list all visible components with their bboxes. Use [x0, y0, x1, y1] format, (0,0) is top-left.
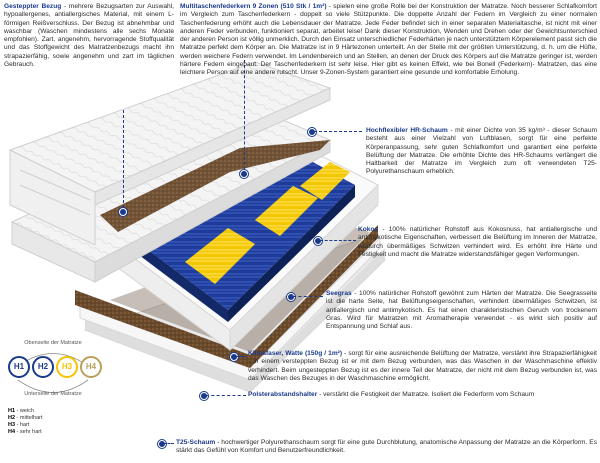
kokos-description: Kokos - 100% natürlicher Rohstoff aus Kokosnuss, hat antiallergische und antimykotische Eigenschaften, verbessert die Belüftung im Inneren der Matratze, wodurch übermäßiges Schwitzen verhindert wird. Es erhöht ihre Härte und Festigkeit und macht die Matratze widerstandsfähiger gegen Verformungen. — [358, 226, 597, 258]
t25-description: T25-Schaum - hochwertiger Polyurethanschaum sorgt für eine gute Durchblutung, anatomische Anpassung der Matratze an die Körperform. Es stärkt das Gefühl von Komfort und Benutzerfreundlichkeit. — [176, 439, 597, 455]
t25-marker — [158, 440, 166, 448]
seegras-title: Seegras — [326, 290, 352, 297]
bezug-description: Gesteppter Bezug - mehrere Bezugsarten zur Auswahl, hypoallergenes, antiallergisches Material, mit einem L-förmigen Reißverschluss. Der Bezug ist abnehmbar und waschbar (Waschen mindestens alle sechs Monate empfohlen). Zart, angenehm, hervorragende Stoffqualität und das Stoffgewicht des Matratzenbezugs macht ihn strapazierfähig, sowie angenehm und zart im täglichen Gebrauch. — [4, 3, 174, 69]
legend-h3: H3 - hart — [8, 422, 30, 428]
hardness-legend — [8, 408, 43, 436]
kokos-title: Kokos — [358, 226, 379, 233]
top-side-caption: Obenseite der Matratze — [24, 340, 82, 346]
seegras-marker — [287, 293, 295, 301]
federn-marker — [240, 170, 248, 178]
bezug-leader — [123, 110, 124, 208]
federn-title: Multitaschenfederkern 9 Zonen (510 Stk / 1m²) — [180, 3, 327, 10]
hardness-h2: H2 — [32, 356, 54, 378]
hr-marker — [308, 128, 316, 136]
legend-h1: H1 - weich — [8, 408, 34, 414]
klima-title: Klimafaser, Watte (150g / 1m²) — [248, 350, 343, 357]
bezug-title: Gesteppter Bezug — [4, 3, 62, 10]
legend-h4: H4 - sehr hart — [8, 429, 42, 435]
hr-leader — [314, 131, 362, 132]
kokos-marker — [314, 237, 322, 245]
klima-marker — [230, 353, 238, 361]
polster-description: Polsterabstandshalter - verstärkt die Festigkeit der Matratze. Isoliert die Federform vom Schaum — [248, 391, 535, 398]
polster-title: Polsterabstandshalter — [248, 391, 318, 398]
hardness-h3: H3 — [56, 356, 78, 378]
hardness-h1: H1 — [8, 356, 30, 378]
federn-description: Multitaschenfederkern 9 Zonen (510 Stk / 1m²) - spielen eine große Rolle bei der Konstruktion der Matratze. Noch besserer Schlafkomfort im Vergleich zum Taschenfederkern - doppelt so viele Stützpunkte. Die doppelte Anzahl der Federn im Vergleich zu einer normalen Taschenfederung erhöht auch die Lebensdauer der Matratze. Jede Feder befindet sich in einer separaten Materialtasche, ist nicht mit einer anderen Feder verbunden, funktioniert separat, arbeitet leise! Dank dieser Konstruktion, Wenden und Drehen oder der Gewichtsunterschied der anderen Person ist völlig unmerklich. Durch den Einsatz unterschiedlicher Federhärten je nach unterstütztem Körperelement passt sich die Matratze perfekt dem Körper an. Die Matratze ist in 9 Härtezonen unterteilt. An der Stelle mit der größten Unterstützung, d. h. um die Hüfte, werden weichere Federn verwendet. Im Lendenbereich und an Stellen, an denen der Druck des Körpers auf die Matratze geringer ist, werden härtere Federn eingebaut. Der Taschenfederkern ist sehr leise. Hier gibt es keinen Effekt, wie bei Bonell (Federkern)- Matratzen, das eine leichtere Person auf eine andere rutscht. Unser 9-Zonen-System garantiert eine gesunde und komfortable Erholung. — [180, 3, 597, 77]
klima-description: Klimafaser, Watte (150g / 1m²) - sorgt für eine ausreichende Belüftung der Matratze, verstärkt ihre Strapazierfähigkeit - in einem versteppten Bezug ist er mit dem Bezug verbunden, was das Waschen in der Waschmaschine effektiv verhindert. Beim ungesteppten Bezug ist es der innere Teil der Matratze, der nicht mit dem Bezug verbunden ist, was das Waschen des Bezuges in der Waschmaschine ermöglicht. — [248, 350, 597, 382]
polster-marker — [200, 392, 208, 400]
bottom-side-caption: Unterseite der Matratze — [24, 391, 82, 397]
t25-leader — [164, 443, 174, 444]
hardness-diagram — [6, 338, 101, 458]
hr-title: Hochflexibler HR-Schaum — [366, 127, 448, 134]
hr-description: Hochflexibler HR-Schaum - mit einer Dichte von 35 kg/m³ - dieser Schaum besteht aus einer Vielzahl von Luftblasen, sorgt für eine perfekte Körperanpassung, sehr guten Schlafkomfort und garantiert eine perfekte Belüftung der Matratze. Die erhöhte Dichte des HR-Schaums verlängert die Haltbarkeit der Matratze im Vergleich zum oft verwendeten T25-Polyurethanschaum erheblich. — [366, 127, 597, 176]
klima-leader — [236, 356, 246, 357]
seegras-leader — [293, 296, 323, 297]
bezug-marker — [119, 208, 127, 216]
hardness-h4: H4 — [80, 356, 102, 378]
seegras-description: Seegras - 100% natürlicher Rohstoff gewöhnt zum Härten der Matratze. Die Seegrasseite ist die harte Seite, hat Belüftungseigenschaften, verhindert übermäßiges Schwitzen, ist antiallergisch und antimykotisch. Es hat einen charakteristischen Geruch von trockenem Gras. Wird für Matratzen mit Aromatherapie verwendet - es wirkt sich positiv auf Entspannung und Schlaf aus. — [326, 290, 597, 331]
kokos-leader — [320, 240, 356, 241]
legend-h2: H2 - mittelhart — [8, 415, 43, 421]
polster-leader — [206, 395, 246, 396]
t25-title: T25-Schaum — [176, 439, 216, 446]
